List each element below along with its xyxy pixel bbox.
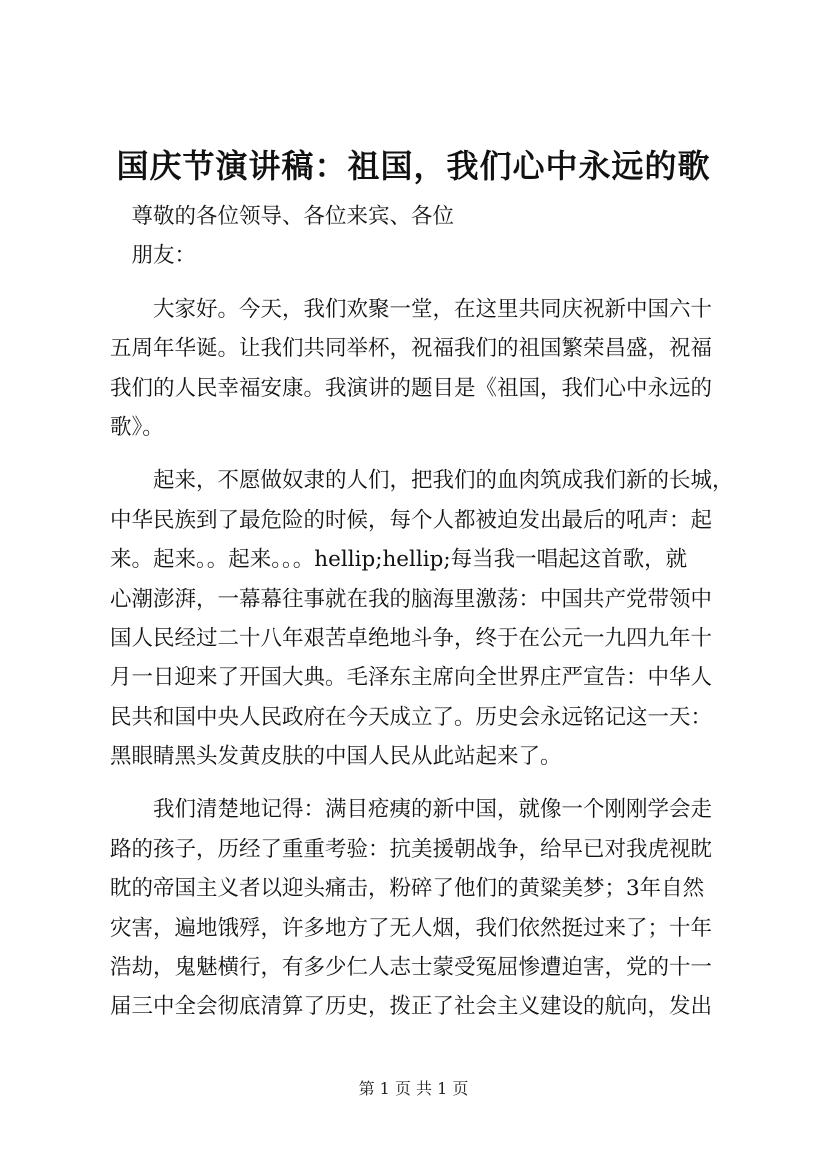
text-line: 来。起来。。起来。。。hellip;hellip;每当我一唱起这首歌，就: [110, 547, 688, 573]
text-line: 民共和国中央人民政府在今天成立了。历史会永远铭记这一天：: [110, 704, 713, 730]
text-line: 浩劫，鬼魅横行，有多少仁人志士蒙受冤屈惨遭迫害，党的十一: [110, 955, 713, 981]
text-line: 尊敬的各位领导、各位来宾、各位: [110, 204, 455, 229]
text-line: 五周年华诞。让我们共同举杯，祝福我们的祖国繁荣昌盛，祝福: [110, 336, 713, 362]
document-title: 国庆节演讲稿：祖国，我们心中永远的歌: [116, 147, 711, 185]
text-line: 歌》。: [110, 414, 164, 440]
text-line: 灾害，遍地饿殍，许多地方了无人烟，我们依然挺过来了；十年: [110, 915, 713, 941]
paragraph-2: [110, 461, 734, 776]
text-line: 路的孩子，历经了重重考验：抗美援朝战争，给早已对我虎视眈: [110, 836, 713, 862]
document-body: [110, 197, 734, 1027]
paragraph-1: [110, 290, 730, 448]
text-line: 眈的帝国主义者以迎头痛击，粉碎了他们的黄粱美梦；3年自然: [110, 876, 705, 902]
text-line: 我们清楚地记得：满目疮痍的新中国，就像一个刚刚学会走: [110, 797, 713, 823]
text-line: 国人民经过二十八年艰苦卓绝地斗争，终于在公元一九四九年十: [110, 625, 713, 651]
text-line: 届三中全会彻底清算了历史，拨正了社会主义建设的航向，发出: [110, 994, 713, 1020]
text-line: 朋友：: [110, 243, 197, 269]
text-line: 黑眼睛黑头发黄皮肤的中国人民从此站起来了。: [110, 744, 562, 770]
text-line: 大家好。今天，我们欢聚一堂，在这里共同庆祝新中国六十: [110, 296, 713, 322]
page-footer: 第 1 页 共 1 页: [358, 1079, 469, 1098]
greeting: [110, 197, 730, 276]
text-line: 心潮澎湃，一幕幕往事就在我的脑海里激荡：中国共产党带领中: [110, 586, 713, 612]
text-line: 中华民族到了最危险的时候，每个人都被迫发出最后的吼声：起: [110, 507, 713, 533]
text-line: 月一日迎来了开国大典。毛泽东主席向全世界庄严宣告：中华人: [110, 665, 713, 691]
text-line: 起来，不愿做奴隶的人们，把我们的血肉筑成我们新的长城，: [110, 468, 734, 494]
paragraph-3: [110, 790, 730, 1026]
text-line: 我们的人民幸福安康。我演讲的题目是《祖国，我们心中永远的: [110, 375, 713, 401]
